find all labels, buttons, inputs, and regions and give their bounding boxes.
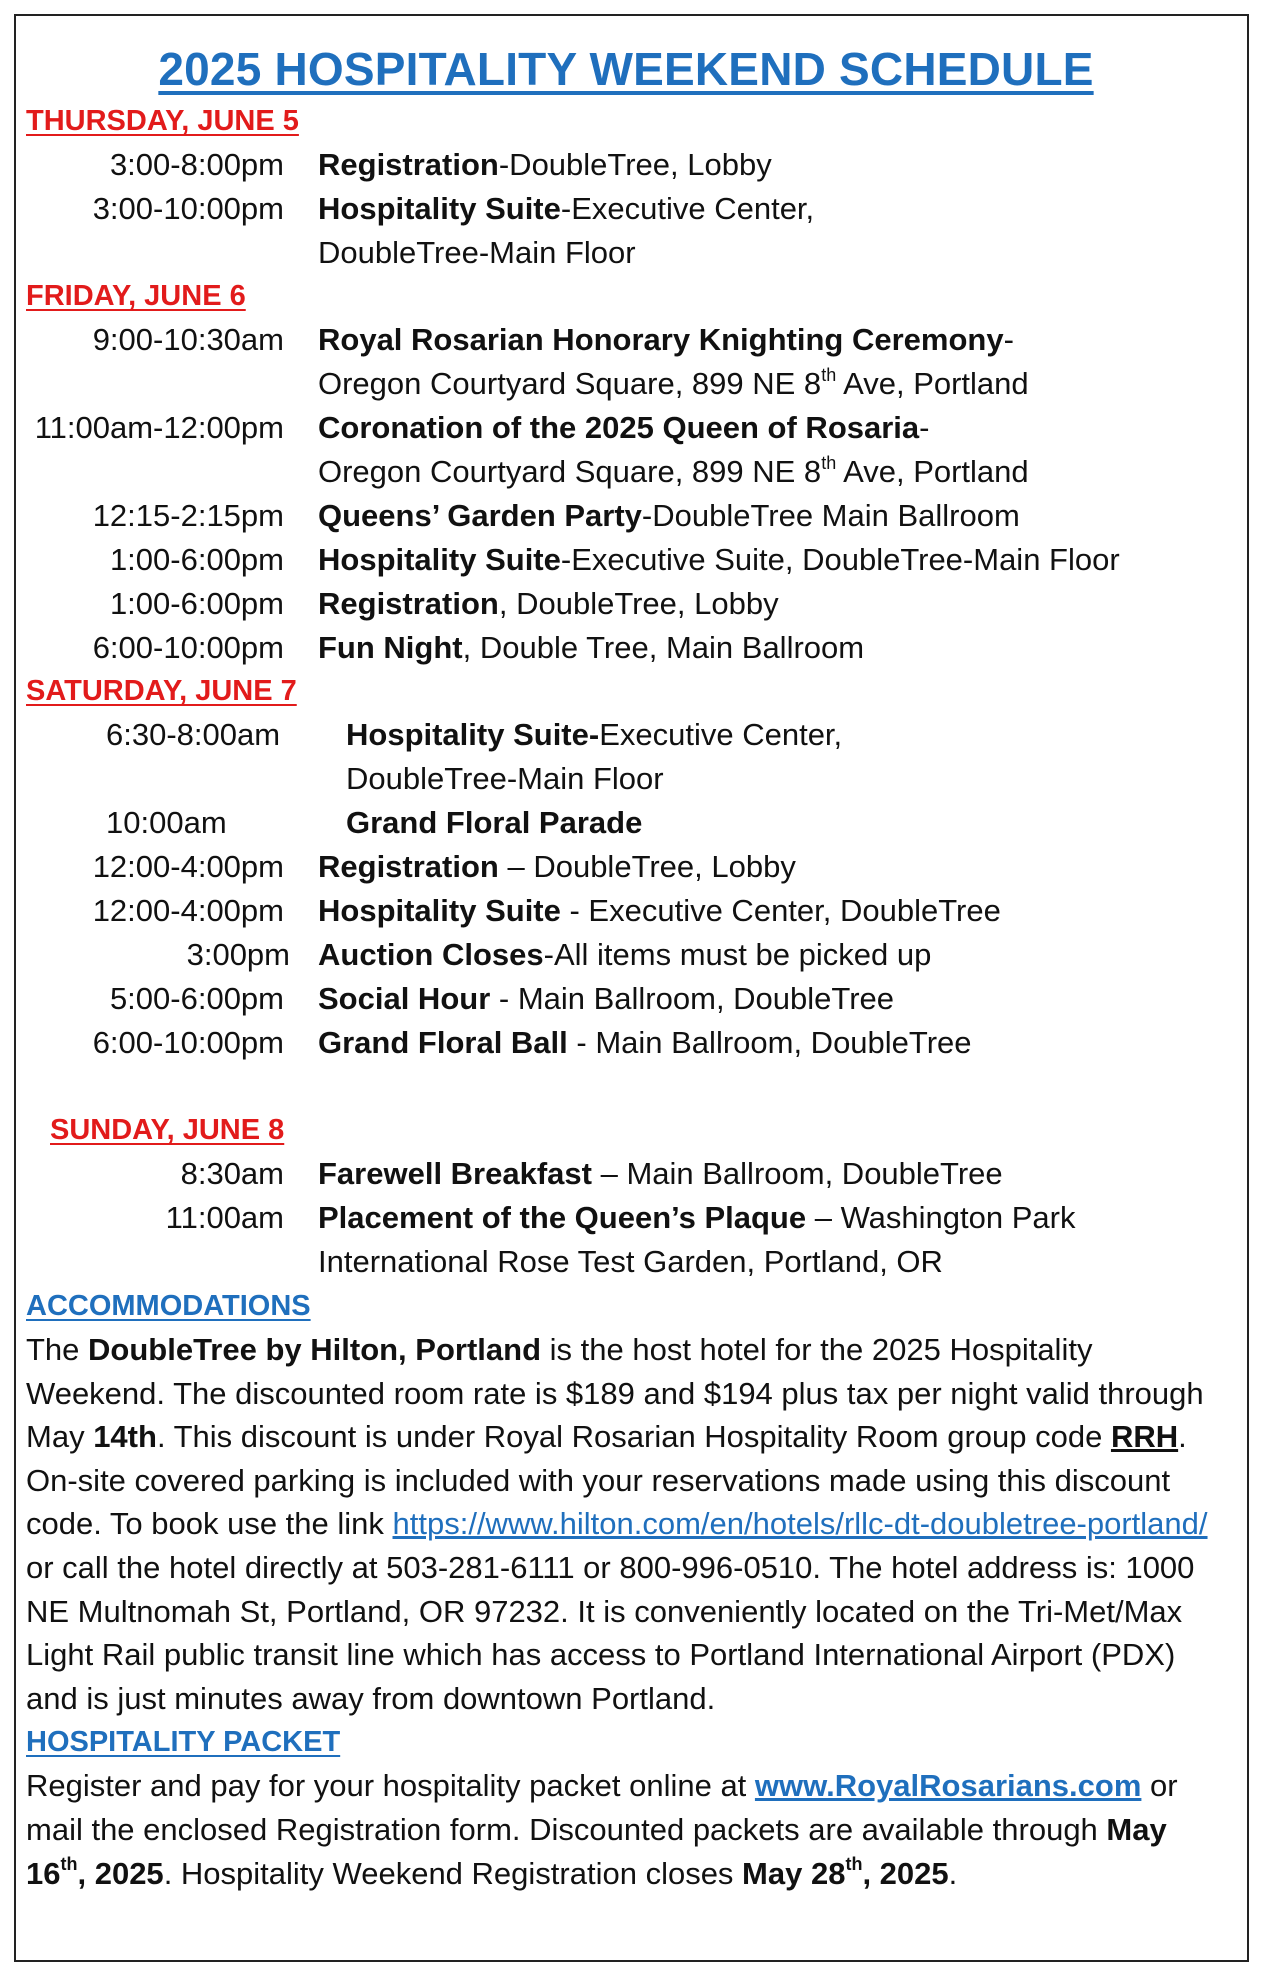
event-detail: – Washington Park	[806, 1200, 1076, 1235]
event-detail: , DoubleTree, Lobby	[498, 586, 779, 621]
event-name: Grand Floral Parade	[346, 805, 643, 840]
packet-paragraph	[26, 1764, 1226, 1895]
event-time: 11:00am	[165, 1200, 284, 1235]
schedule-content	[26, 20, 1226, 1895]
event-location: Oregon Courtyard Square, 899 NE 8	[318, 454, 822, 489]
event-row	[26, 801, 1226, 845]
day-heading-thursday: THURSDAY, JUNE 5	[26, 105, 299, 137]
event-name: Coronation of the 2025 Queen of Rosaria	[318, 410, 920, 445]
event-time: 1:00-6:00pm	[109, 586, 284, 621]
event-name: Hospitality Suite	[318, 191, 561, 226]
event-desc	[318, 187, 1226, 275]
event-name: Registration	[318, 147, 499, 182]
event-time: 12:00-4:00pm	[92, 893, 284, 928]
event-time: 12:15-2:15pm	[92, 498, 284, 533]
event-time: 6:00-10:00pm	[92, 630, 284, 665]
spacer	[26, 1065, 1226, 1109]
ordinal-suffix: th	[60, 1854, 78, 1875]
event-name: Placement of the Queen’s Plaque	[318, 1200, 807, 1235]
para-text: is the host hotel for the 2025 Hospitality Weekend. The discounted room rate is $189 and $194 plus tax per night valid through May	[26, 1332, 1204, 1455]
event-name: Auction Closes	[318, 937, 544, 972]
event-row	[26, 1196, 1226, 1284]
royal-rosarians-link[interactable]: www.RoyalRosarians.com	[754, 1768, 1142, 1804]
event-desc	[318, 977, 1226, 1021]
event-row	[26, 626, 1226, 670]
para-text: .	[948, 1855, 958, 1891]
event-time: 8:30am	[180, 1156, 284, 1191]
date-text: May 16	[26, 1811, 1167, 1891]
event-detail: -Executive Suite, DoubleTree-Main Floor	[560, 542, 1120, 577]
para-text: Register and pay for your hospitality packet online at	[26, 1768, 755, 1804]
event-name: Farewell Breakfast	[318, 1156, 592, 1191]
para-text: or call the hotel directly at 503-281-6111 or 800-996-0510. The hotel address is: 1000 NE Multnomah St, Portland, OR 97232. It is conveniently located on the Tri-Met/Max Light Rail public transit line which has access to Portland International Airport (PDX) and is just minutes away from downtown Portland.	[26, 1549, 1195, 1716]
event-row	[26, 494, 1226, 538]
event-location-city: Ave, Portland	[836, 454, 1029, 489]
event-row	[26, 713, 1226, 801]
ordinal-suffix: th	[845, 1854, 863, 1875]
event-time: 6:30-8:00am	[106, 717, 281, 752]
event-name: Hospitality Suite-	[346, 717, 600, 752]
event-time: 6:00-10:00pm	[92, 1025, 284, 1060]
event-location-city: Ave, Portland	[836, 366, 1029, 401]
event-desc	[318, 494, 1226, 538]
event-desc	[318, 933, 1226, 977]
event-name: Social Hour	[318, 981, 491, 1016]
accommodations-heading: ACCOMMODATIONS	[26, 1290, 311, 1322]
date-text: May 28	[742, 1855, 846, 1891]
event-detail: Executive Center,	[599, 717, 843, 752]
event-name: Registration	[318, 849, 499, 884]
event-row	[26, 1021, 1226, 1065]
event-detail: -	[919, 410, 930, 445]
event-time: 10:00am	[106, 805, 227, 840]
event-time: 11:00am-12:00pm	[34, 410, 284, 445]
event-detail-cont	[318, 450, 1226, 494]
event-desc	[346, 713, 1226, 801]
packet-heading: HOSPITALITY PACKET	[26, 1726, 341, 1759]
date-year: , 2025	[77, 1855, 164, 1891]
event-time: 3:00-8:00pm	[109, 147, 284, 182]
event-desc	[346, 801, 1226, 845]
event-desc	[318, 889, 1226, 933]
para-text: or mail the enclosed Registration form. Discounted packets are available through	[26, 1768, 1178, 1847]
day-heading-friday: FRIDAY, JUNE 6	[26, 280, 246, 312]
event-detail-cont: International Rose Test Garden, Portland, OR	[318, 1244, 943, 1279]
event-detail: - Main Ballroom, DoubleTree	[490, 981, 894, 1016]
event-row	[26, 406, 1226, 494]
event-desc	[318, 1196, 1226, 1284]
event-time: 3:00-10:00pm	[92, 191, 284, 226]
para-text: . On-site covered parking is included with your reservations made using this discount code. To book use the link	[26, 1419, 1187, 1542]
event-name: Fun Night	[318, 630, 463, 665]
event-name: Registration	[318, 586, 499, 621]
event-detail: -	[1003, 322, 1014, 357]
event-detail: – DoubleTree, Lobby	[498, 849, 796, 884]
para-text: The	[26, 1332, 89, 1367]
hotel-booking-link[interactable]: https://www.hilton.com/en/hotels/rllc-dt-doubletree-portland/	[392, 1506, 1208, 1542]
para-text: . Hospitality Weekend Registration closes	[163, 1855, 743, 1891]
event-detail: -Executive Center,	[560, 191, 815, 226]
event-row	[26, 187, 1226, 275]
event-name: Hospitality Suite	[318, 542, 561, 577]
event-row	[26, 538, 1226, 582]
event-detail: , Double Tree, Main Ballroom	[462, 630, 865, 665]
accommodations-paragraph	[26, 1328, 1226, 1720]
event-row	[26, 977, 1226, 1021]
ordinal-suffix: th	[821, 452, 837, 473]
date-year: , 2025	[862, 1855, 949, 1891]
event-detail-cont	[318, 362, 1226, 406]
deadline-date: 14th	[93, 1419, 157, 1455]
event-time: 12:00-4:00pm	[92, 849, 284, 884]
event-detail: -DoubleTree, Lobby	[498, 147, 772, 182]
event-desc	[318, 538, 1226, 582]
event-row	[26, 845, 1226, 889]
group-code: RRH	[1110, 1419, 1179, 1455]
event-row	[26, 143, 1226, 187]
event-time: 3:00pm	[186, 937, 290, 972]
event-desc	[318, 1021, 1226, 1065]
event-detail: -All items must be picked up	[543, 937, 932, 972]
event-detail-cont: DoubleTree-Main Floor	[318, 235, 636, 270]
event-time: 9:00-10:30am	[92, 322, 284, 357]
ordinal-suffix: th	[821, 364, 837, 385]
event-name: Hospitality Suite	[318, 893, 561, 928]
event-desc	[318, 318, 1226, 406]
event-time: 5:00-6:00pm	[109, 981, 284, 1016]
event-desc	[318, 1152, 1226, 1196]
event-detail-cont: DoubleTree-Main Floor	[346, 761, 664, 796]
event-desc	[318, 582, 1226, 626]
event-name: Queens’ Garden Party	[318, 498, 642, 533]
event-desc	[318, 626, 1226, 670]
event-time: 1:00-6:00pm	[109, 542, 284, 577]
event-name: Grand Floral Ball	[318, 1025, 568, 1060]
day-heading-sunday: SUNDAY, JUNE 8	[50, 1114, 285, 1146]
para-text: . This discount is under Royal Rosarian Hospitality Room group code	[156, 1419, 1111, 1455]
event-row	[26, 889, 1226, 933]
event-row	[26, 933, 1226, 977]
event-row	[26, 582, 1226, 626]
event-row	[26, 1152, 1226, 1196]
event-detail: - Main Ballroom, DoubleTree	[567, 1025, 972, 1060]
registration-close-date	[742, 1856, 949, 1891]
event-detail: – Main Ballroom, DoubleTree	[591, 1156, 1003, 1191]
event-desc	[318, 143, 1226, 187]
event-row	[26, 318, 1226, 406]
day-heading-saturday: SATURDAY, JUNE 7	[26, 675, 297, 707]
event-detail: - Executive Center, DoubleTree	[560, 893, 1001, 928]
hotel-name: DoubleTree by Hilton, Portland	[88, 1332, 542, 1367]
event-desc	[318, 406, 1226, 494]
event-detail: -DoubleTree Main Ballroom	[641, 498, 1020, 533]
event-name: Royal Rosarian Honorary Knighting Ceremony	[318, 322, 1004, 357]
event-desc	[318, 845, 1226, 889]
event-location: Oregon Courtyard Square, 899 NE 8	[318, 366, 822, 401]
page-title: 2025 HOSPITALITY WEEKEND SCHEDULE	[158, 43, 1094, 95]
